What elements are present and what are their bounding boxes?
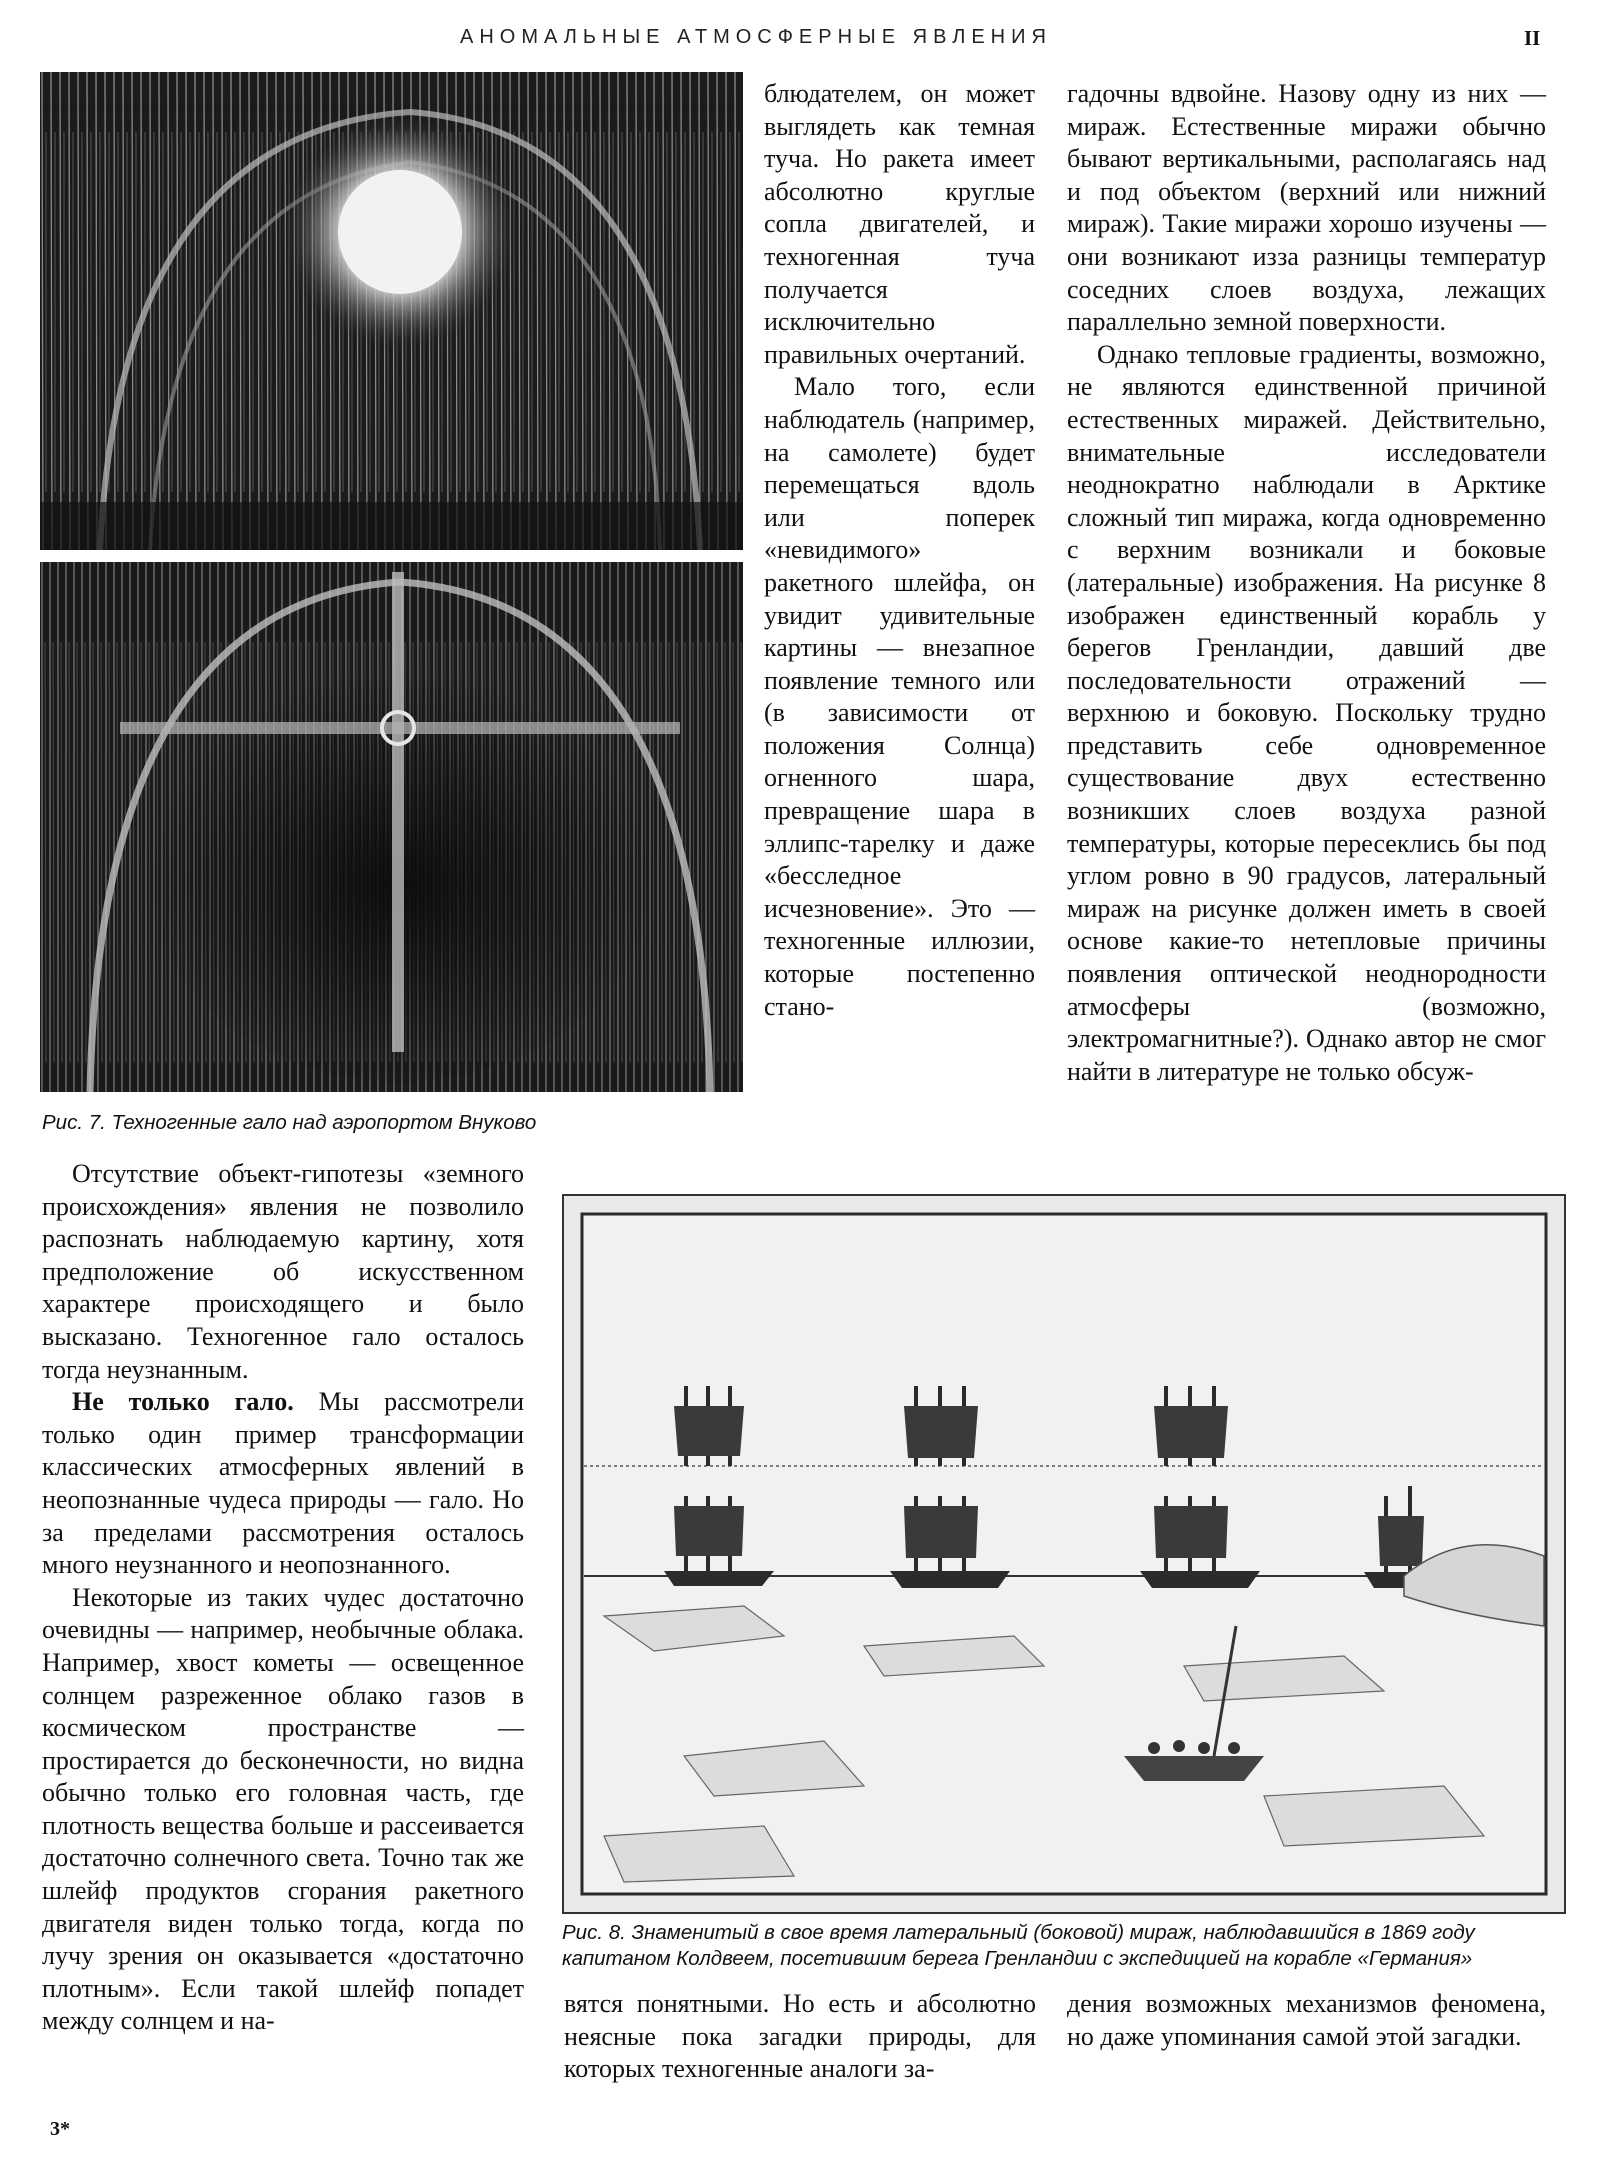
paragraph: дения возможных механизмов феномена, но даже упоминания самой этой загадки. [1067, 1989, 1546, 2051]
column-middle-bottom [564, 1988, 1036, 2086]
signature-mark: 3* [50, 2118, 70, 2140]
figure8-image [562, 1194, 1566, 1914]
figure8-caption: Рис. 8. Знаменитый в свое время латеральный (боковой) мираж, наблюдавшийся в 1869 году капитаном Колдвеем, посетившим берега Гренландии с экспедицией на корабле «Германия» [562, 1921, 1475, 1970]
halo-sun-drawing [40, 72, 743, 550]
paragraph: Мало того, если наблюдатель (например, на самолете) будет перемещаться вдоль или поперек «невидимого» ракетного шлейфа, он увидит удивительные картины — внезапное появление темного или (в зависимости от положения Солнца) огненного шара, превращение шара в эллипс-тарелку и даже «бесследное исчезновение». Это — техногенные иллюзии, которые постепенно стано- [764, 372, 1035, 1021]
halo-cross-drawing [40, 562, 743, 1092]
arctic-mirage-ships-drawing [564, 1196, 1564, 1912]
column-left-bottom [42, 1158, 524, 2038]
paragraph: Некоторые из таких чудес достаточно очевидны — например, необычные облака. Например, хвост кометы — освещенное солнцем разреженное облако газов в космическом пространстве — простирается до бесконечности, но видна обычно только его головная часть, где плотность вещества больше и рассеивается достаточно солнечного света. Точно так же шлейф продуктов сгорания ракетного двигателя виден только тогда, когда по лучу зрения он оказывается «достаточно плотным». Если такой шлейф попадет между солнцем и на- [42, 1582, 524, 2036]
figure7-bottom-image [40, 562, 743, 1092]
column-right-top [1067, 78, 1546, 1088]
paragraph: гадочны вдвойне. Назову одну из них — мираж. Естественные миражи обычно бывают вертикальными, располагаясь над и под объектом (верхний или нижний мираж). Такие миражи хорошо изучены — они возникают изза разницы температур соседних слоев воздуха, лежащих параллельно земной поверхности. [1067, 79, 1546, 337]
column-right-bottom [1067, 1988, 1546, 2053]
section-heading: Не только гало. [72, 1387, 294, 1417]
column-middle-top [764, 78, 1035, 1023]
figure7-top-image [40, 72, 743, 550]
paragraph [42, 1386, 524, 1582]
running-title: АНОМАЛЬНЫЕ АТМОСФЕРНЫЕ ЯВЛЕНИЯ [460, 26, 1052, 48]
paragraph-text: Мы рассмотрели только один пример трансформации классических атмосферных явлений в неопознанные чудеса природы — гало. Но за пределами рассмотрения осталось много неузнанного и неопознанного. [42, 1387, 524, 1580]
paragraph: Однако тепловые градиенты, возможно, не являются единственной причиной естественных миражей. Действительно, внимательные исследователи неоднократно наблюдали в Арктике сложный тип миража, когда одновременно с верхним возникали и боковые (латеральные) изображения. На рисунке 8 изображен единственный корабль у берегов Гренландии, давший две последовательности отражений — верхнюю и боковую. Поскольку трудно представить себе одновременное существование двух естественно возникших слоев воздуха разной температуры, которые пересеклись бы под углом ровно в 90 градусов, латеральный мираж на рисунке должен иметь в своей основе какие-то нетепловые причины появления оптической неоднородности атмосферы (возможно, электромагнитные?). Однако автор не смог найти в литературе не только обсуж- [1067, 339, 1546, 1086]
paragraph: Отсутствие объект-гипотезы «земного происхождения» явления не позволило распознать наблюдаемую картину, хотя предположение об искусственном характере происходящего и было высказано. Техногенное гало осталось тогда неузнанным. [42, 1159, 524, 1384]
page-number: II [1524, 26, 1541, 50]
figure7-caption: Рис. 7. Техногенные гало над аэропортом Внуково [42, 1111, 537, 1134]
paragraph: блюдателем, он может выглядеть как темная туча. Но ракета имеет абсолютно круглые сопла двигателей, и техногенная туча получается исключительно правильных очертаний. [764, 79, 1035, 369]
page-header [0, 26, 1600, 66]
paragraph: вятся понятными. Но есть и абсолютно неясные пока загадки природы, для которых техногенные аналоги за- [564, 1989, 1036, 2084]
